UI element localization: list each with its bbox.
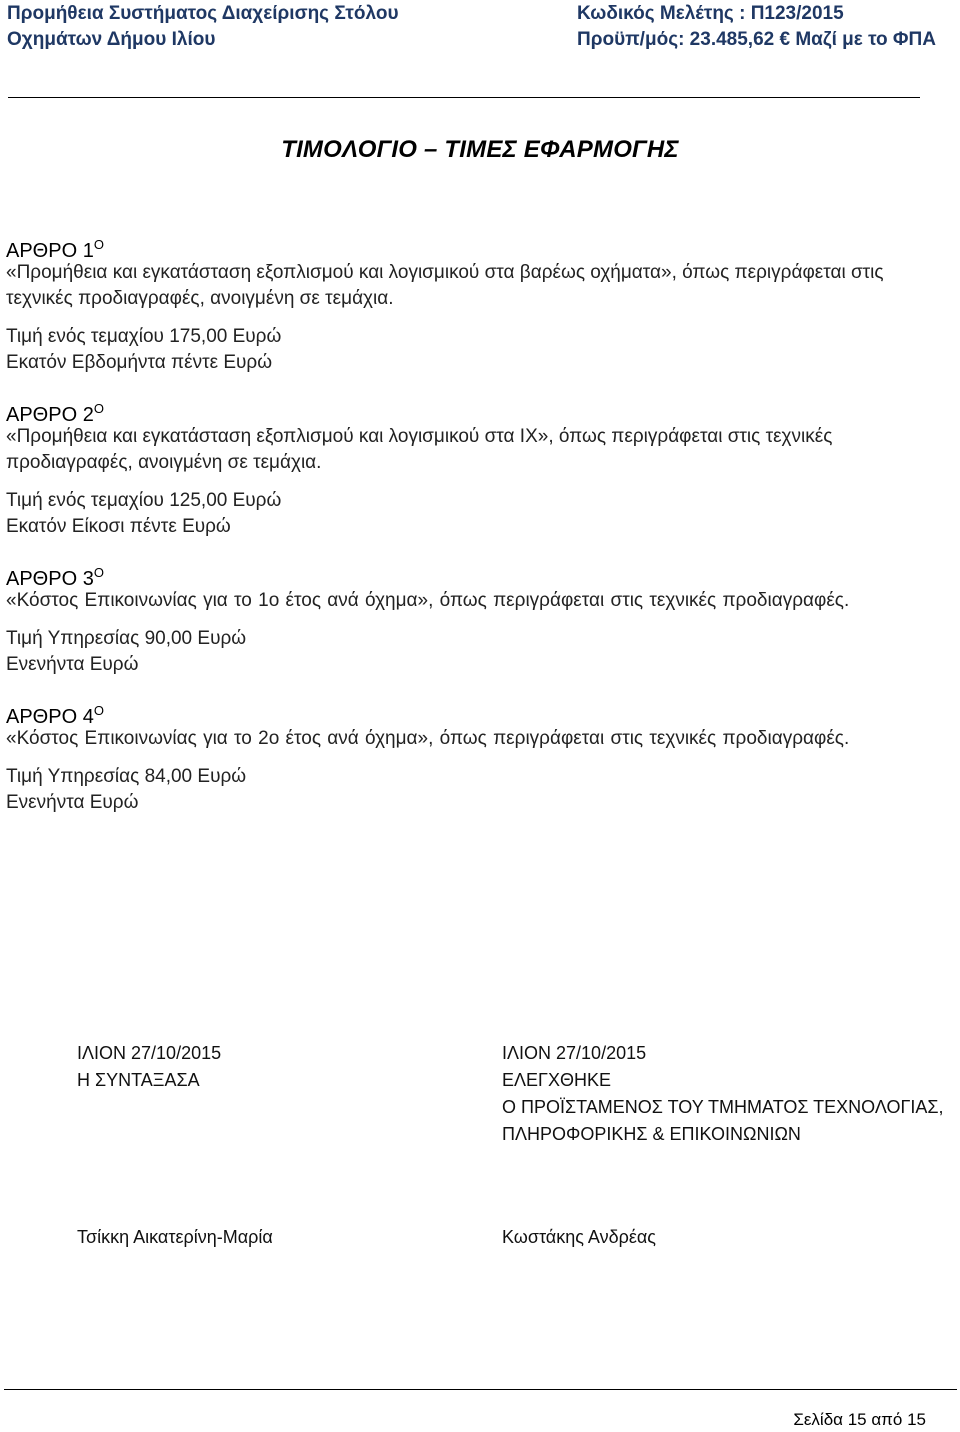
article-3 (6, 560, 954, 678)
signature-role-line-2: ΠΛΗΡΟΦΟΡΙΚΗΣ & ΕΠΙΚΟΙΝΩΝΙΩΝ (502, 1124, 801, 1144)
article-description: «Προμήθεια και εγκατάσταση εξοπλισμού και λογισμικού στα ΙΧ», όπως περιγράφεται στις τεχνικές προδιαγραφές, ανοιγμένη σε τεμάχια. (6, 426, 833, 473)
page-number: Σελίδα 15 από 15 (793, 1410, 926, 1429)
signature-status: ΕΛΕΓΧΘΗΚΕ (502, 1070, 611, 1090)
article-heading: ΑΡΘΡΟ $3^O$ (6, 565, 104, 590)
signature-block-left (77, 1040, 221, 1094)
signature-role-line-1: Ο ΠΡΟΪΣΤΑΜΕΝΟΣ ΤΟΥ ΤΜΗΜΑΤΟΣ ΤΕΧΝΟΛΟΓΙΑΣ, (502, 1097, 944, 1117)
article-heading: ΑΡΘΡΟ $2^O$ (6, 401, 104, 426)
article-2 (6, 396, 954, 540)
header-budget: Προϋπ/μός: 23.485,62 € Μαζί με το ΦΠΑ (577, 29, 936, 50)
signatory-name-left: Τσίκκη Αικατερίνη-Μαρία (77, 1227, 273, 1247)
signature-place-date: ΙΛΙΟΝ 27/10/2015 (502, 1043, 647, 1063)
articles-section (6, 232, 954, 816)
article-description: «Προμήθεια και εγκατάσταση εξοπλισμού και λογισμικού στα βαρέως οχήματα», όπως περιγράφεται στις τεχνικές προδιαγραφές, ανοιγμένη σε τεμάχια. (6, 262, 884, 309)
signature-role: Η ΣΥΝΤΑΞΑΣΑ (77, 1070, 200, 1090)
document-title: ΤΙΜΟΛΟΓΙΟ – ΤΙΜΕΣ ΕΦΑΡΜΟΓΗΣ (281, 136, 679, 163)
header-divider (8, 97, 920, 98)
article-description: «Κόστος Επικοινωνίας για το 1ο έτος ανά όχημα», όπως περιγράφεται στις τεχνικές προδιαγραφές. (6, 590, 850, 611)
header-study-code: Κωδικός Μελέτης : Π123/2015 (577, 3, 844, 24)
article-price: Τιμή Υπηρεσίας 84,00 Ευρώ (6, 766, 247, 787)
header-title-line-1: Προμήθεια Συστήματος Διαχείρισης Στόλου (7, 3, 399, 24)
article-price-words: Ενενήντα Ευρώ (6, 792, 139, 813)
article-price: Τιμή ενός τεμαχίου 175,00 Ευρώ (6, 326, 282, 347)
footer-divider (4, 1389, 957, 1390)
header-study-info (577, 1, 936, 53)
signatory-name-right: Κωστάκης Ανδρέας (502, 1227, 656, 1247)
article-4 (6, 698, 954, 816)
article-price-words: Εκατόν Εβδομήντα πέντε Ευρώ (6, 352, 273, 373)
article-heading: ΑΡΘΡΟ $1^O$ (6, 237, 104, 262)
article-heading: ΑΡΘΡΟ $4^O$ (6, 703, 104, 728)
signature-place-date: ΙΛΙΟΝ 27/10/2015 (77, 1043, 222, 1063)
article-price-words: Ενενήντα Ευρώ (6, 654, 139, 675)
article-price: Τιμή Υπηρεσίας 90,00 Ευρώ (6, 628, 247, 649)
header-title-line-2: Οχημάτων Δήμου Ιλίου (7, 29, 216, 50)
header-project-title (7, 1, 399, 53)
article-description: «Κόστος Επικοινωνίας για το 2ο έτος ανά όχημα», όπως περιγράφεται στις τεχνικές προδιαγραφές. (6, 728, 850, 749)
article-price-words: Εκατόν Είκοσι πέντε Ευρώ (6, 516, 231, 537)
article-price: Τιμή ενός τεμαχίου 125,00 Ευρώ (6, 490, 282, 511)
article-1 (6, 232, 954, 376)
signature-block-right (502, 1040, 944, 1148)
